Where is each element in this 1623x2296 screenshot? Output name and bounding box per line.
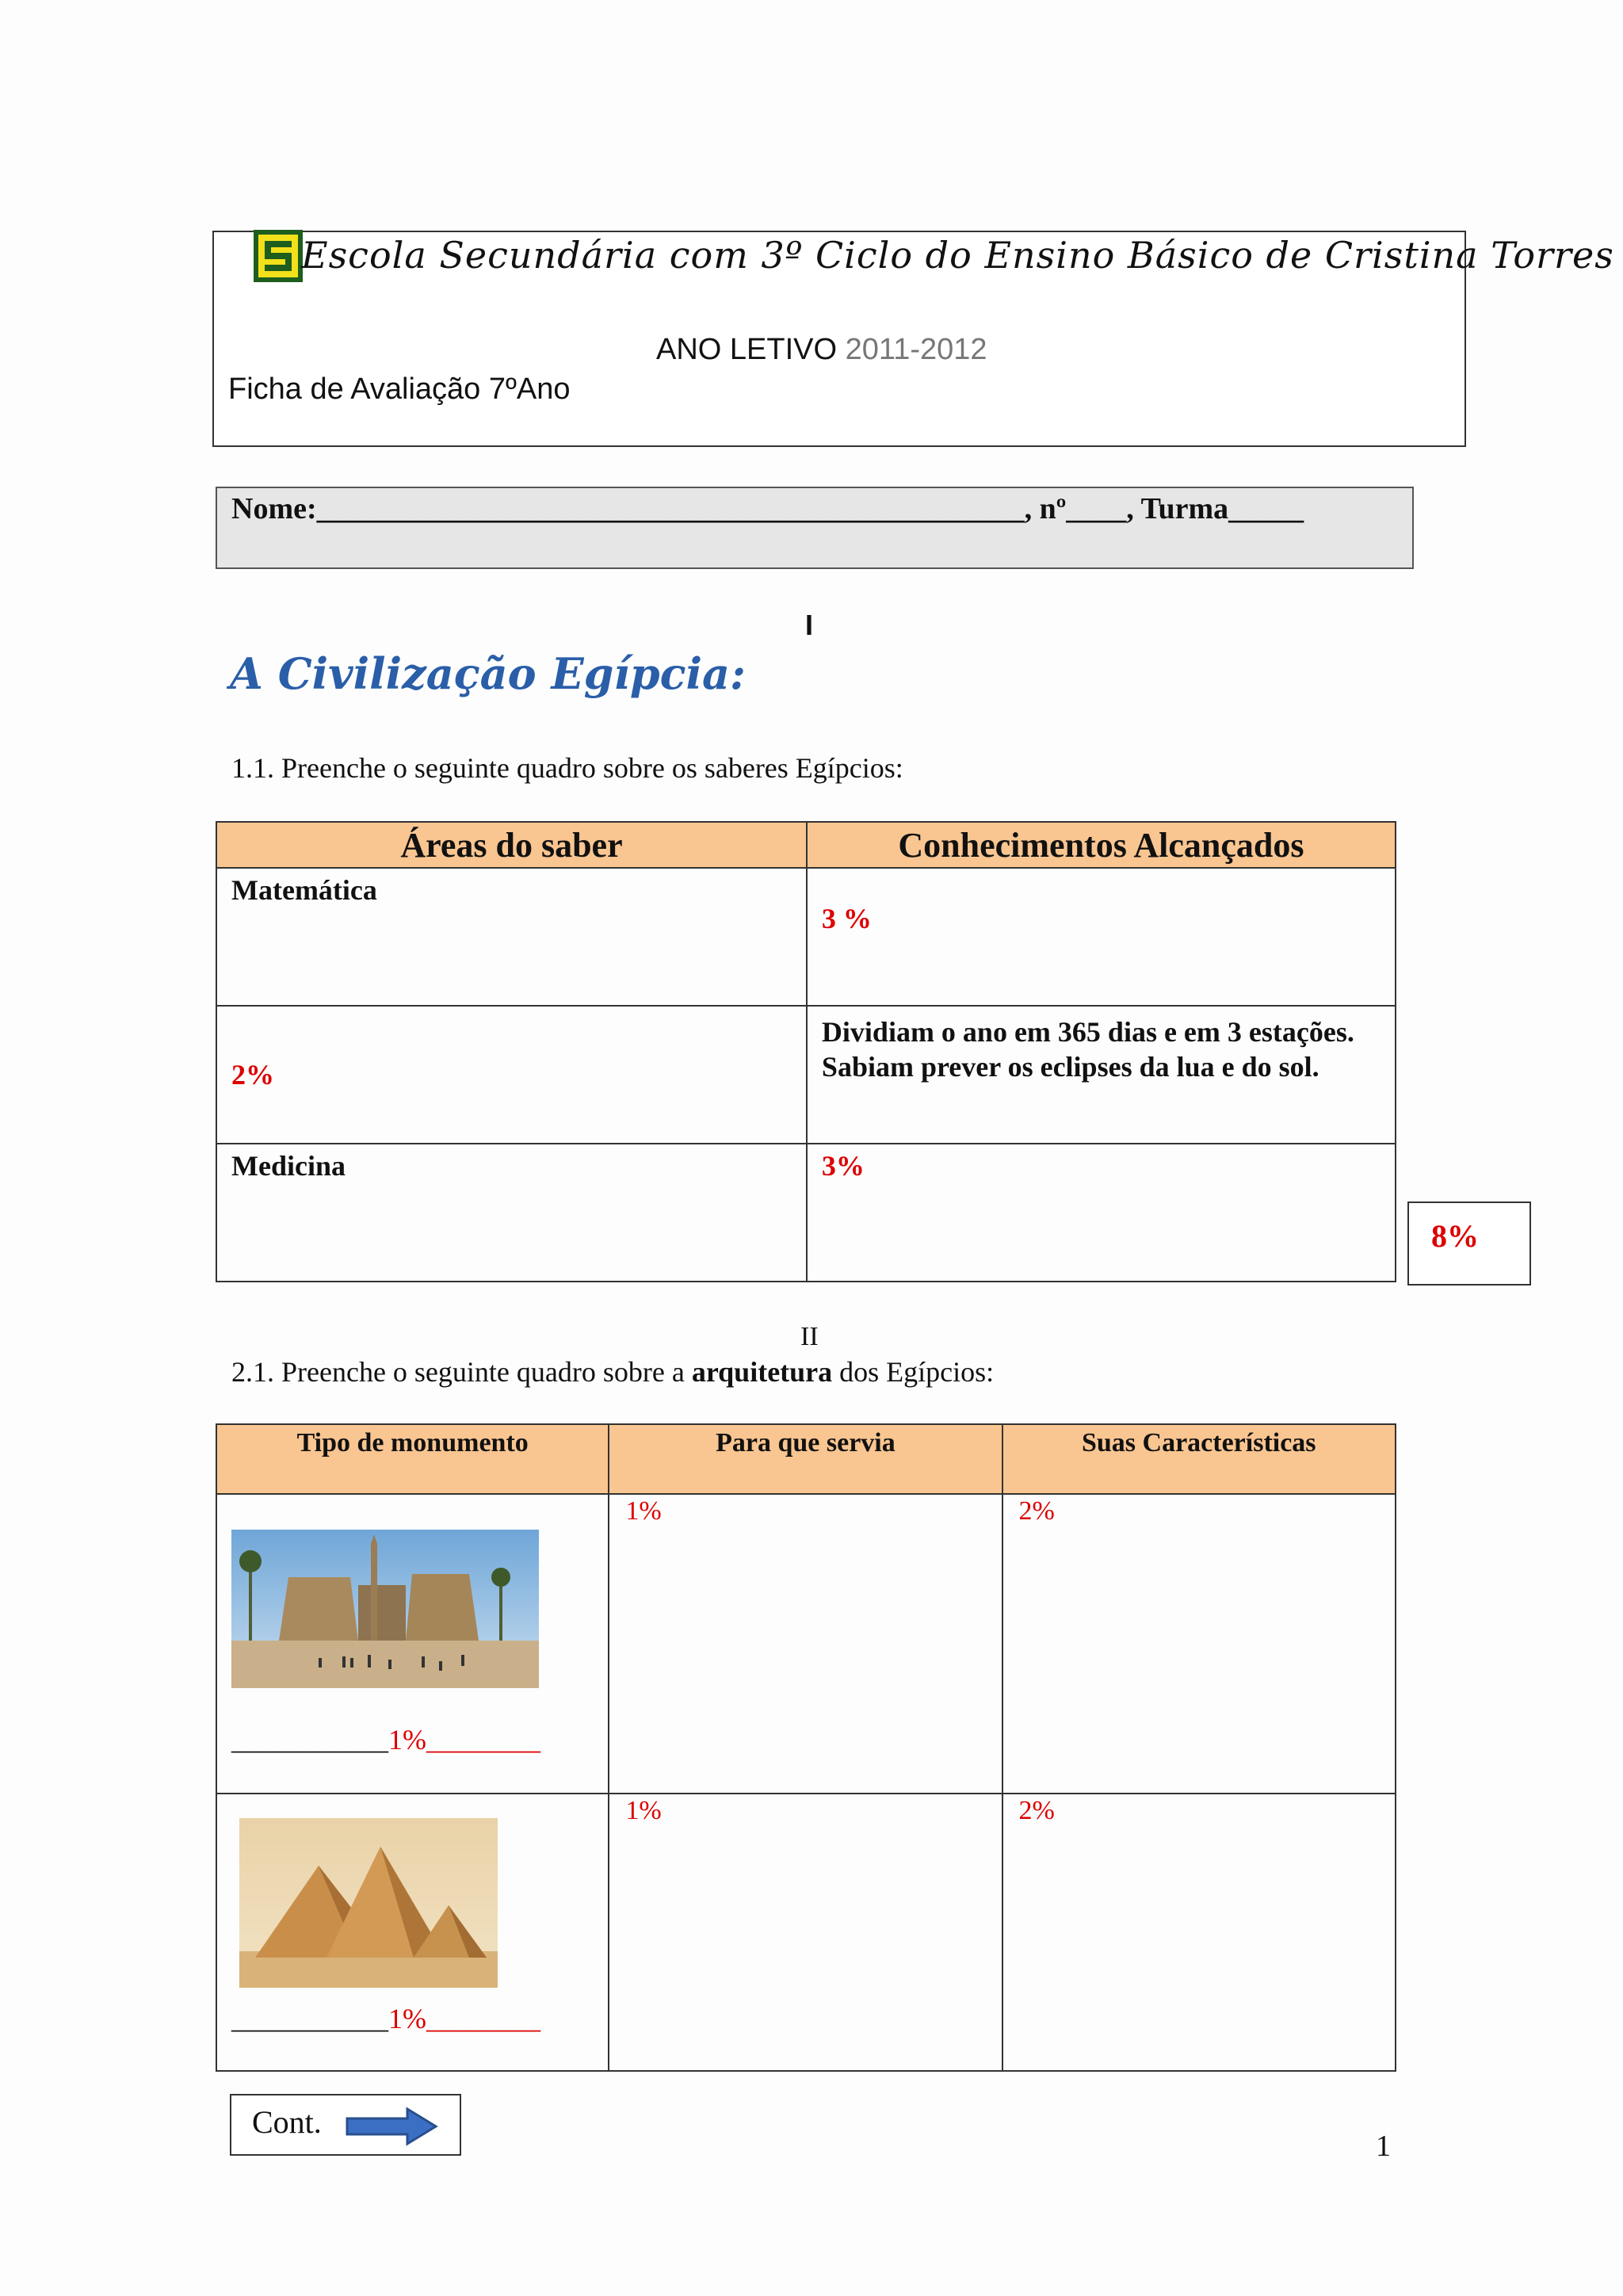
school-year-value: 2011-2012 [845, 333, 987, 366]
table-header-row [216, 1424, 1396, 1494]
score-text: 2% [231, 1059, 274, 1091]
school-name: Escola Secundária com 3º Ciclo do Ensino Básico de Cristina Torres [301, 234, 1614, 277]
blank-right: ________ [426, 1724, 540, 1755]
blank-left: ___________ [231, 2003, 388, 2034]
area-text: Medicina [231, 1150, 346, 1182]
knowledge-cell[interactable] [807, 1144, 1396, 1282]
purpose-cell[interactable] [609, 1494, 1002, 1794]
area-cell[interactable] [216, 1144, 807, 1282]
monument-name-blank [231, 1723, 540, 1756]
score-text: 1% [625, 1496, 662, 1526]
question-keyword: arquitetura [691, 1356, 833, 1388]
student-info-line: Nome:_______________________________________________, nº____, Turma_____ [231, 492, 1304, 525]
section-two-mark: II [800, 1322, 819, 1351]
score-text: 2% [1018, 1796, 1055, 1825]
knowledge-text: Dividiam o ano em 365 dias e em 3 estações. Sabiam prever os eclipses da lua e do sol. [821, 1016, 1354, 1083]
total-score: 8% [1431, 1218, 1479, 1254]
score-text: 1% [388, 2003, 426, 2034]
school-year-label: ANO LETIVO [656, 333, 846, 366]
purpose-cell[interactable] [609, 1794, 1002, 2071]
section-title: A Civilização Egípcia: [230, 648, 746, 699]
column-header-knowledge: Conhecimentos Alcançados [807, 822, 1396, 868]
table-row [216, 1006, 1396, 1144]
blank-right: ________ [426, 2003, 540, 2034]
school-logo-icon [254, 230, 303, 282]
column-header-features: Suas Características [1002, 1424, 1396, 1494]
knowledge-table [216, 821, 1396, 1282]
area-text: Matemática [231, 874, 377, 906]
area-cell[interactable] [216, 1006, 807, 1144]
blank-left: ___________ [231, 1724, 388, 1755]
score-text: 2% [1018, 1496, 1055, 1526]
arrow-right-icon [346, 2107, 439, 2146]
area-cell[interactable] [216, 868, 807, 1006]
worksheet-title: Ficha de Avaliação 7ºAno [228, 372, 571, 406]
table-row [216, 1144, 1396, 1282]
question-2-1 [231, 1355, 994, 1389]
page-number: 1 [1376, 2130, 1391, 2163]
section-one-mark: I [805, 609, 814, 641]
score-text: 1% [625, 1796, 662, 1825]
score-text: 3% [821, 1150, 865, 1182]
knowledge-cell[interactable] [807, 1006, 1396, 1144]
column-header-purpose: Para que servia [609, 1424, 1002, 1494]
question-text: 2.1. Preenche o seguinte quadro sobre a [231, 1356, 692, 1388]
monument-name-blank [231, 2002, 540, 2035]
table-row [216, 868, 1396, 1006]
table-header-row [216, 822, 1396, 868]
question-text-end: dos Egípcios: [832, 1356, 995, 1388]
pyramids-photo [239, 1818, 498, 1988]
knowledge-cell[interactable] [807, 868, 1396, 1006]
school-year [656, 333, 987, 367]
features-cell[interactable] [1002, 1494, 1396, 1794]
column-header-areas: Áreas do saber [216, 822, 807, 868]
features-cell[interactable] [1002, 1794, 1396, 2071]
temple-photo [231, 1530, 539, 1688]
score-text: 1% [388, 1724, 426, 1755]
continue-label: Cont. [252, 2104, 322, 2140]
question-1-1: 1.1. Preenche o seguinte quadro sobre os saberes Egípcios: [231, 752, 903, 784]
score-text: 3 % [821, 903, 872, 934]
column-header-monument: Tipo de monumento [216, 1424, 609, 1494]
